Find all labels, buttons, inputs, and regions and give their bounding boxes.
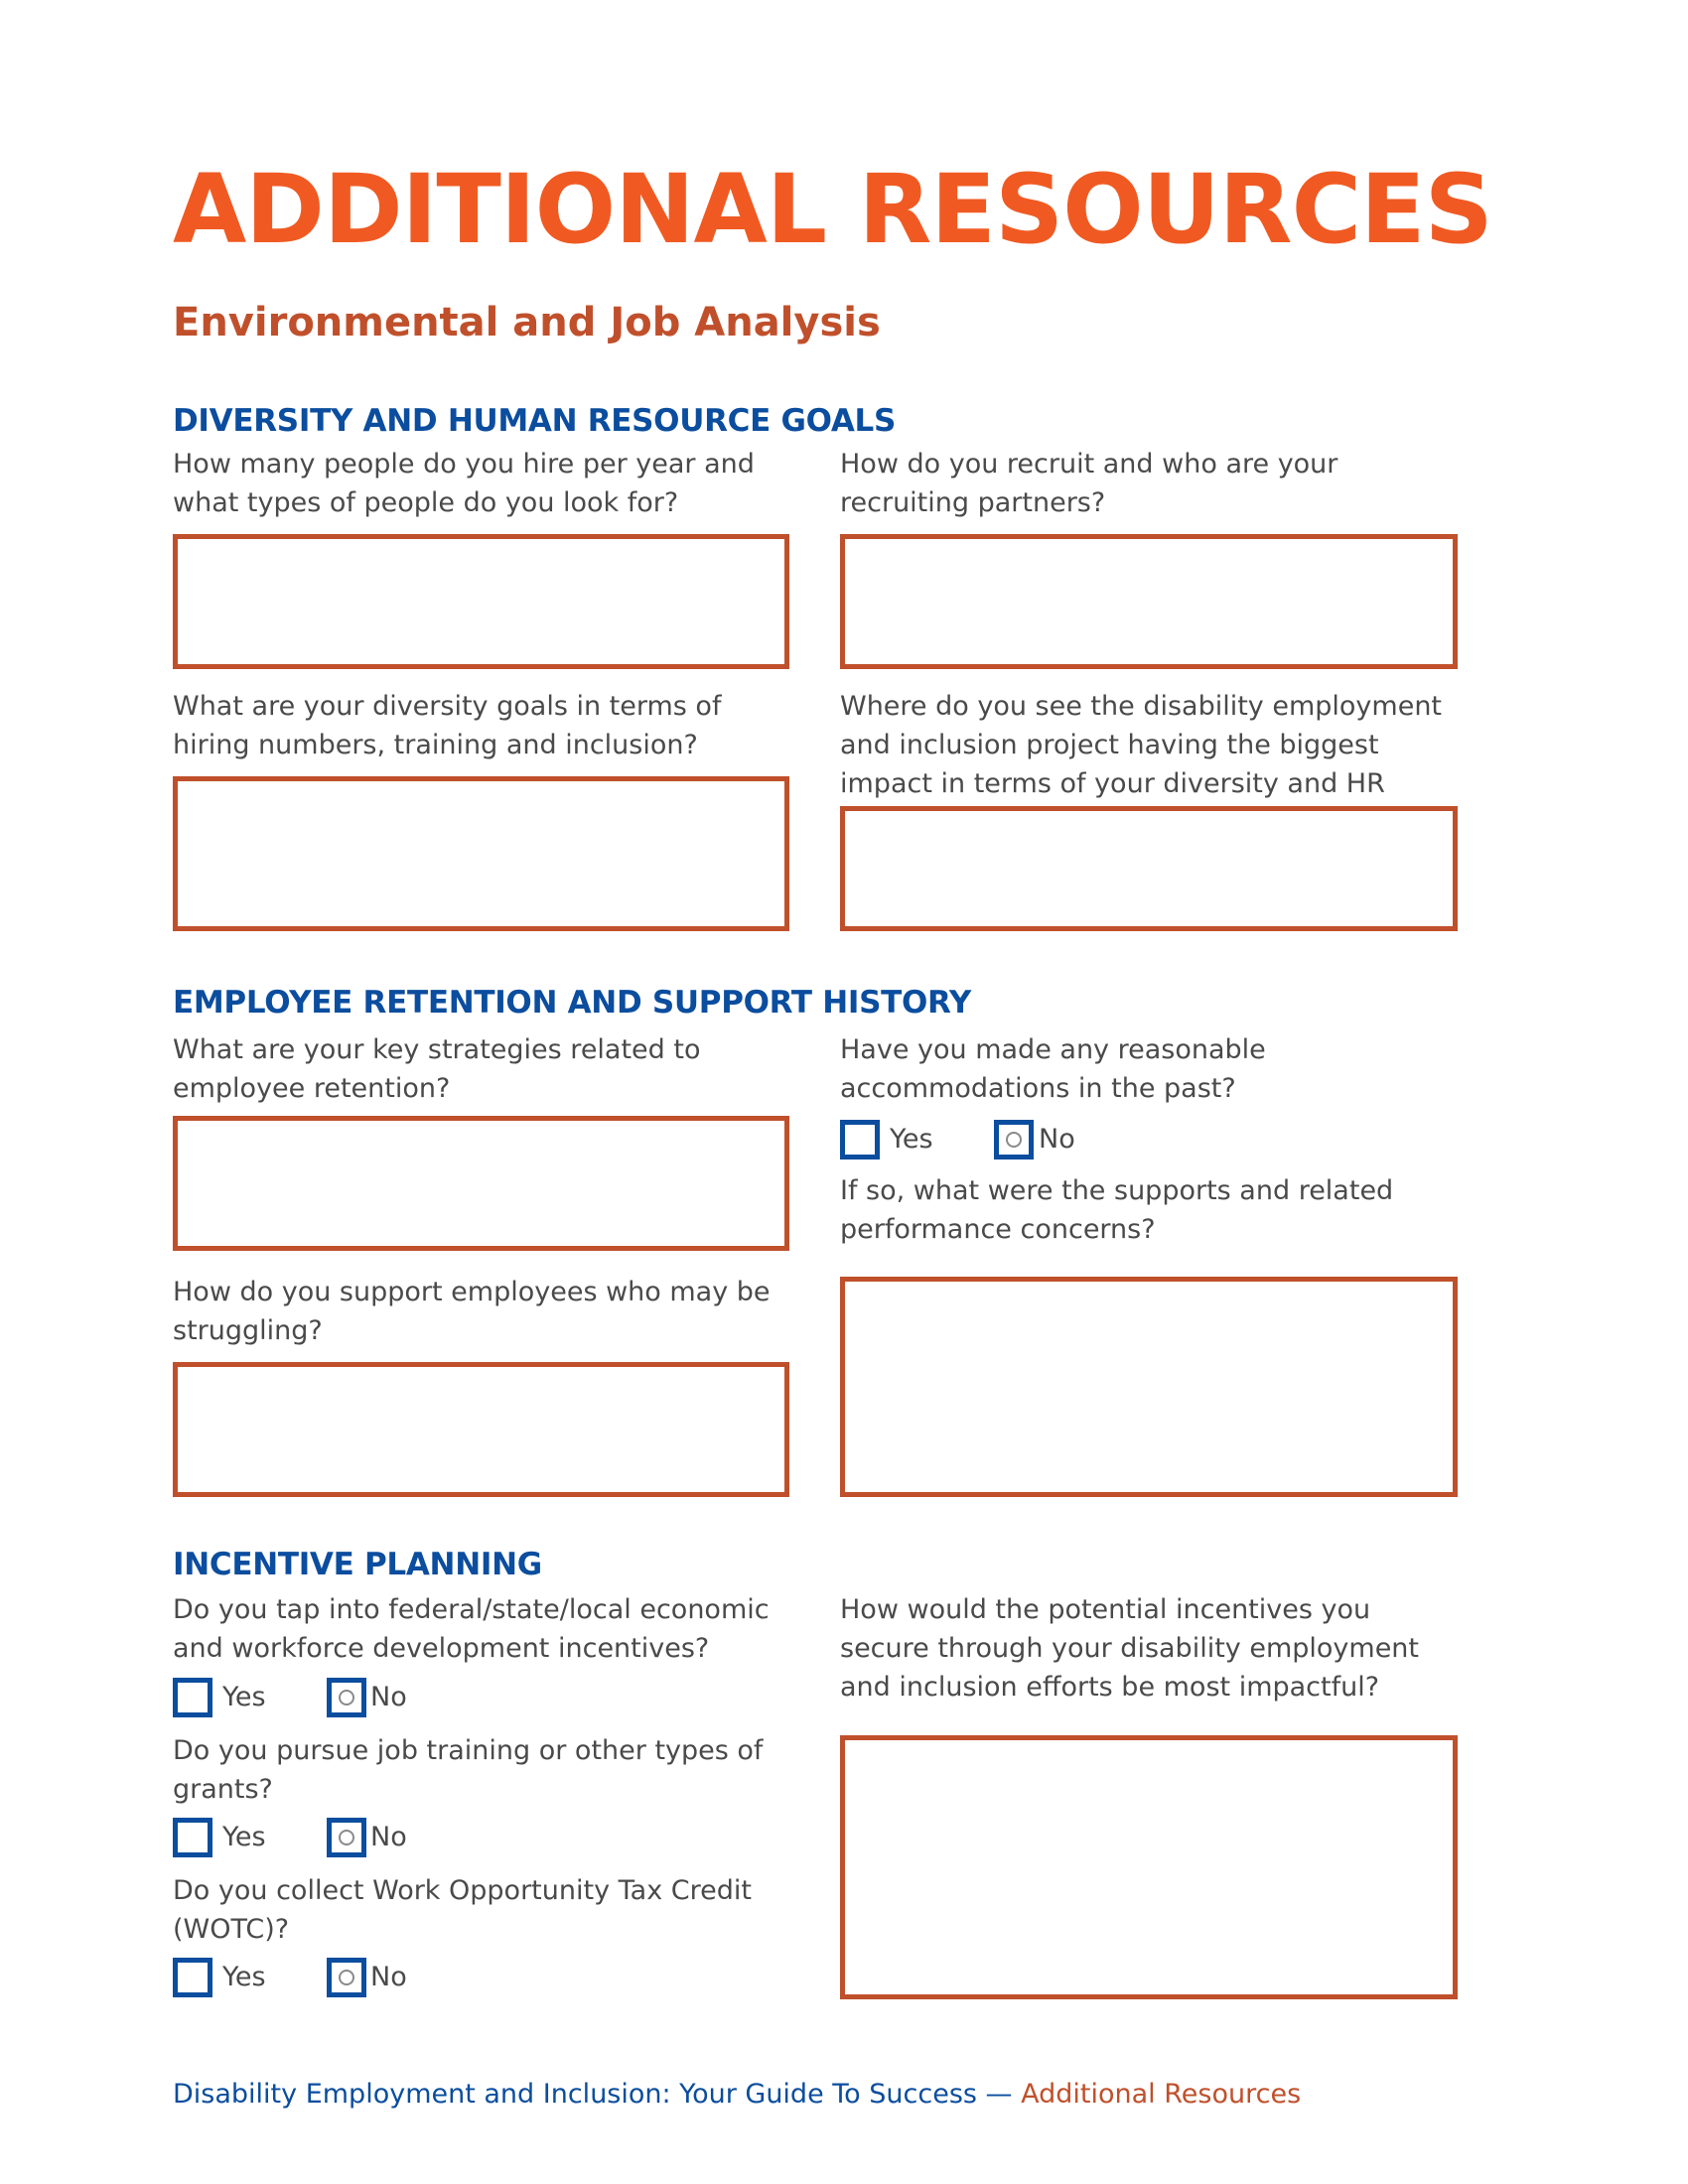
section-heading-incentive: INCENTIVE PLANNING bbox=[173, 1547, 542, 1582]
answer-box-retention-strategies[interactable] bbox=[173, 1116, 789, 1251]
checkbox-wotc-yes[interactable] bbox=[173, 1958, 212, 1997]
radio-circle-icon bbox=[1006, 1132, 1022, 1148]
option-label-yes: Yes bbox=[890, 1124, 933, 1155]
question-recruiting: How do you recruit and who are your recruiting partners? bbox=[840, 449, 1338, 518]
question-accommodations: Have you made any reasonable accommodations in the past? bbox=[840, 1034, 1266, 1104]
question-hiring: How many people do you hire per year and what types of people do you look for? bbox=[173, 449, 755, 518]
footer-guide-title: Disability Employment and Inclusion: Your Guide To Success — bbox=[173, 2079, 1022, 2110]
radio-circle-icon bbox=[339, 1690, 354, 1706]
question-supports: If so, what were the supports and related performance concerns? bbox=[840, 1175, 1394, 1245]
answer-box-struggling[interactable] bbox=[173, 1362, 789, 1497]
question-retention-strategies: What are your key strategies related to employee retention? bbox=[173, 1034, 701, 1104]
question-struggling: How do you support employees who may be struggling? bbox=[173, 1277, 771, 1346]
option-label-yes: Yes bbox=[222, 1682, 266, 1712]
question-wotc: Do you collect Work Opportunity Tax Credit (WOTC)? bbox=[173, 1875, 752, 1945]
checkbox-accommodations-yes[interactable] bbox=[840, 1120, 880, 1160]
answer-box-diversity-goals[interactable] bbox=[173, 776, 789, 931]
footer-section-name: Additional Resources bbox=[1021, 2079, 1302, 2110]
checkbox-accommodations-no[interactable] bbox=[994, 1120, 1034, 1160]
section-heading-diversity: DIVERSITY AND HUMAN RESOURCE GOALS bbox=[173, 403, 897, 439]
answer-box-incentive-impact[interactable] bbox=[840, 1735, 1458, 1999]
answer-box-recruiting[interactable] bbox=[840, 534, 1458, 669]
question-grants: Do you pursue job training or other types of grants? bbox=[173, 1735, 764, 1805]
page-footer bbox=[173, 2075, 1301, 2115]
option-label-yes: Yes bbox=[222, 1822, 266, 1852]
page-subtitle: Environmental and Job Analysis bbox=[173, 300, 881, 345]
radio-circle-icon bbox=[339, 1830, 354, 1845]
answer-box-supports[interactable] bbox=[840, 1277, 1458, 1497]
question-incentive-impact: How would the potential incentives you secure through your disability employment and inclusion efforts be most impactful? bbox=[840, 1594, 1420, 1703]
checkbox-grants-yes[interactable] bbox=[173, 1818, 212, 1857]
option-label-yes: Yes bbox=[222, 1962, 266, 1992]
question-diversity-goals: What are your diversity goals in terms of hiring numbers, training and inclusion? bbox=[173, 691, 722, 760]
answer-box-hiring[interactable] bbox=[173, 534, 789, 669]
option-label-no: No bbox=[1039, 1124, 1075, 1155]
option-label-no: No bbox=[370, 1962, 407, 1992]
page-title: ADDITIONAL RESOURCES bbox=[173, 154, 1492, 265]
checkbox-incentives-yes[interactable] bbox=[173, 1678, 212, 1717]
checkbox-grants-no[interactable] bbox=[327, 1818, 366, 1857]
question-incentives: Do you tap into federal/state/local economic and workforce development incentives? bbox=[173, 1594, 770, 1664]
option-label-no: No bbox=[370, 1822, 407, 1852]
checkbox-wotc-no[interactable] bbox=[327, 1958, 366, 1997]
section-heading-retention: EMPLOYEE RETENTION AND SUPPORT HISTORY bbox=[173, 985, 972, 1021]
answer-box-impact[interactable] bbox=[840, 806, 1458, 931]
question-impact: Where do you see the disability employment and inclusion project having the biggest impact in terms of your diversity and HR bbox=[840, 691, 1443, 799]
radio-circle-icon bbox=[339, 1970, 354, 1985]
checkbox-incentives-no[interactable] bbox=[327, 1678, 366, 1717]
option-label-no: No bbox=[370, 1682, 407, 1712]
